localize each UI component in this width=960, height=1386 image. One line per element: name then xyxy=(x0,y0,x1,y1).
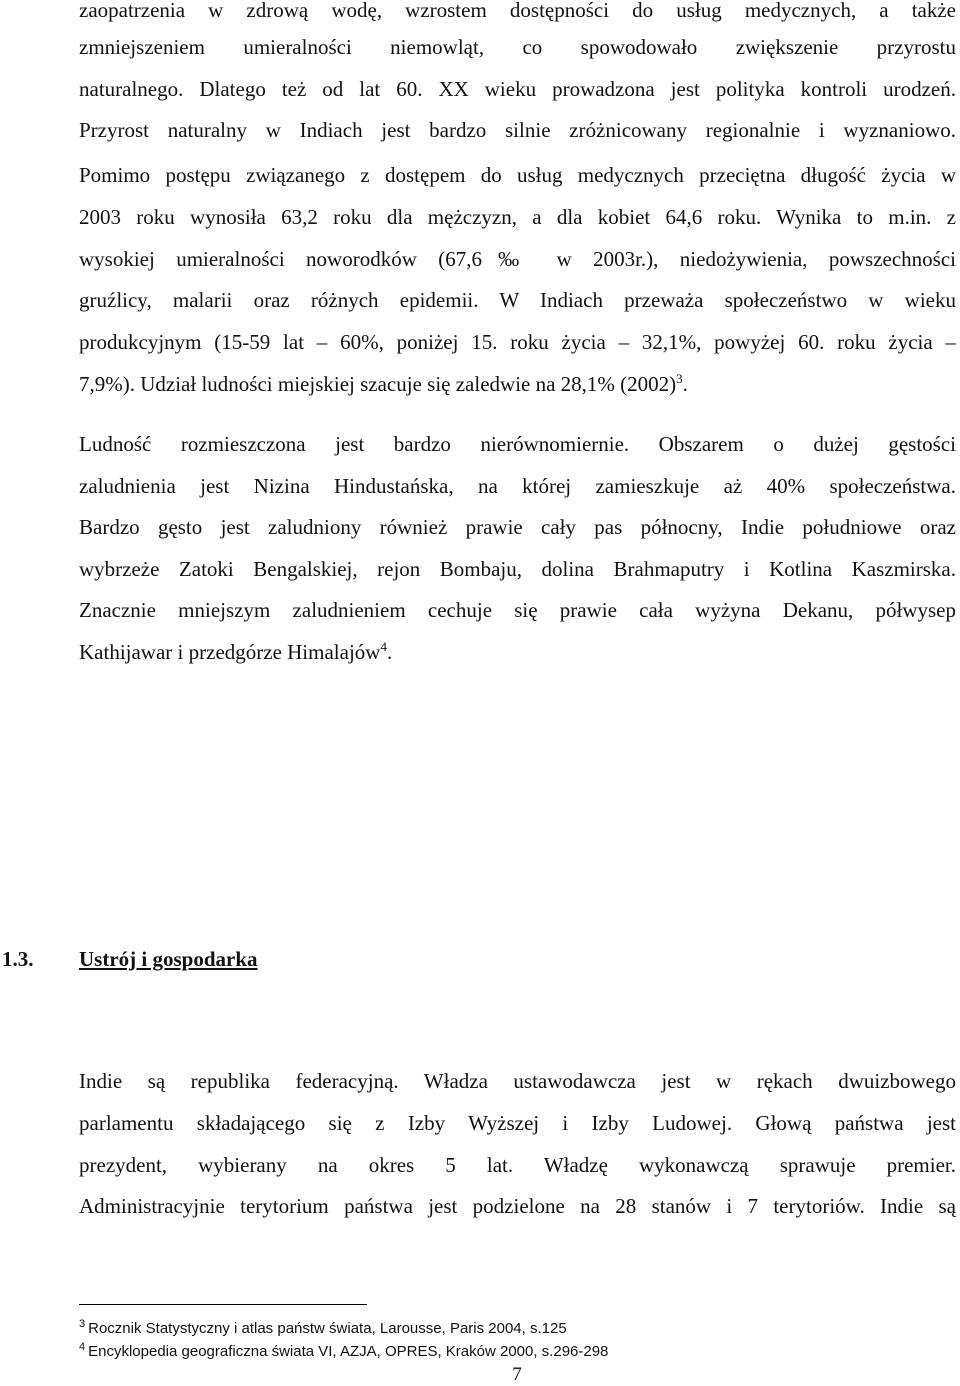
body-text: . xyxy=(682,372,688,396)
footnote-number: 3 xyxy=(79,1318,86,1330)
body-text: 7,9%). Udział ludności miejskiej szacuje się zaledwie na 28,1% (2002) xyxy=(79,372,677,396)
footnote-reference[interactable]: 3 xyxy=(676,371,683,386)
body-text-line: produkcyjnym (15-59 lat – 60%, poniżej 15. roku życia – 32,1%, powyżej 60. roku życia – xyxy=(79,330,956,354)
body-text-line-last xyxy=(79,637,956,667)
footnote-4 xyxy=(79,1341,608,1363)
body-text-line: gruźlicy, malarii oraz różnych epidemii. W Indiach przeważa społeczeństwo w wieku xyxy=(79,288,956,312)
footnote-text: Encyklopedia geograficzna świata VI, AZJA, OPRES, Kraków 2000, s.296-298 xyxy=(88,1343,609,1360)
footnote-number: 4 xyxy=(79,1341,86,1353)
page-number: 7 xyxy=(512,1364,522,1385)
body-text-line: zaopatrzenia w zdrową wodę, wzrostem dostępności do usług medycznych, a także xyxy=(79,0,956,22)
body-text: Kathijawar i przedgórze Himalajów xyxy=(79,640,381,664)
body-text-line-last xyxy=(79,369,956,399)
body-text-line: 2003 roku wynosiła 63,2 roku dla mężczyzn, a dla kobiet 64,6 roku. Wynika to m.in. z xyxy=(79,205,956,229)
body-text-line: zaludnienia jest Nizina Hindustańska, na której zamieszkuje aż 40% społeczeństwa. xyxy=(79,474,956,498)
body-text-line: Ludność rozmieszczona jest bardzo nierównomiernie. Obszarem o dużej gęstości xyxy=(79,432,956,456)
footnote-text: Rocznik Statystyczny i atlas państw świata, Larousse, Paris 2004, s.125 xyxy=(88,1320,567,1337)
body-text-line: wybrzeże Zatoki Bengalskiej, rejon Bombaju, dolina Brahmaputry i Kotlina Kaszmirska. xyxy=(79,557,956,581)
footnote-3 xyxy=(79,1318,567,1340)
body-text-line: zmniejszeniem umieralności niemowląt, co spowodowało zwiększenie przyrostu xyxy=(79,35,956,59)
section-title: Ustrój i gospodarka xyxy=(79,947,258,971)
body-text-line: Pomimo postępu związanego z dostępem do usług medycznych przeciętna długość życia w xyxy=(79,163,956,187)
body-text-line: parlamentu składającego się z Izby Wyższej i Izby Ludowej. Głową państwa jest xyxy=(79,1111,956,1135)
body-text-line: prezydent, wybierany na okres 5 lat. Władzę wykonawczą sprawuje premier. xyxy=(79,1153,956,1177)
body-text-line: naturalnego. Dlatego też od lat 60. XX wieku prowadzona jest polityka kontroli urodzeń. xyxy=(79,77,956,101)
body-text-line: Administracyjnie terytorium państwa jest podzielone na 28 stanów i 7 terytoriów. Indie są xyxy=(79,1194,956,1218)
footnote-reference[interactable]: 4 xyxy=(380,639,387,654)
body-text-line: wysokiej umieralności noworodków (67,6‰ w 2003r.), niedożywienia, powszechności xyxy=(79,247,956,271)
body-text-line: Bardzo gęsto jest zaludniony również prawie cały pas północny, Indie południowe oraz xyxy=(79,515,956,539)
body-text-line: Indie są republika federacyjną. Władza ustawodawcza jest w rękach dwuizbowego xyxy=(79,1069,956,1093)
section-number: 1.3. xyxy=(2,947,34,971)
body-text-line: Znacznie mniejszym zaludnieniem cechuje się prawie cała wyżyna Dekanu, półwysep xyxy=(79,598,956,622)
body-text: . xyxy=(386,640,393,664)
body-text-line: Przyrost naturalny w Indiach jest bardzo silnie zróżnicowany regionalnie i wyznaniowo. xyxy=(79,118,956,142)
footnote-separator xyxy=(79,1304,367,1305)
